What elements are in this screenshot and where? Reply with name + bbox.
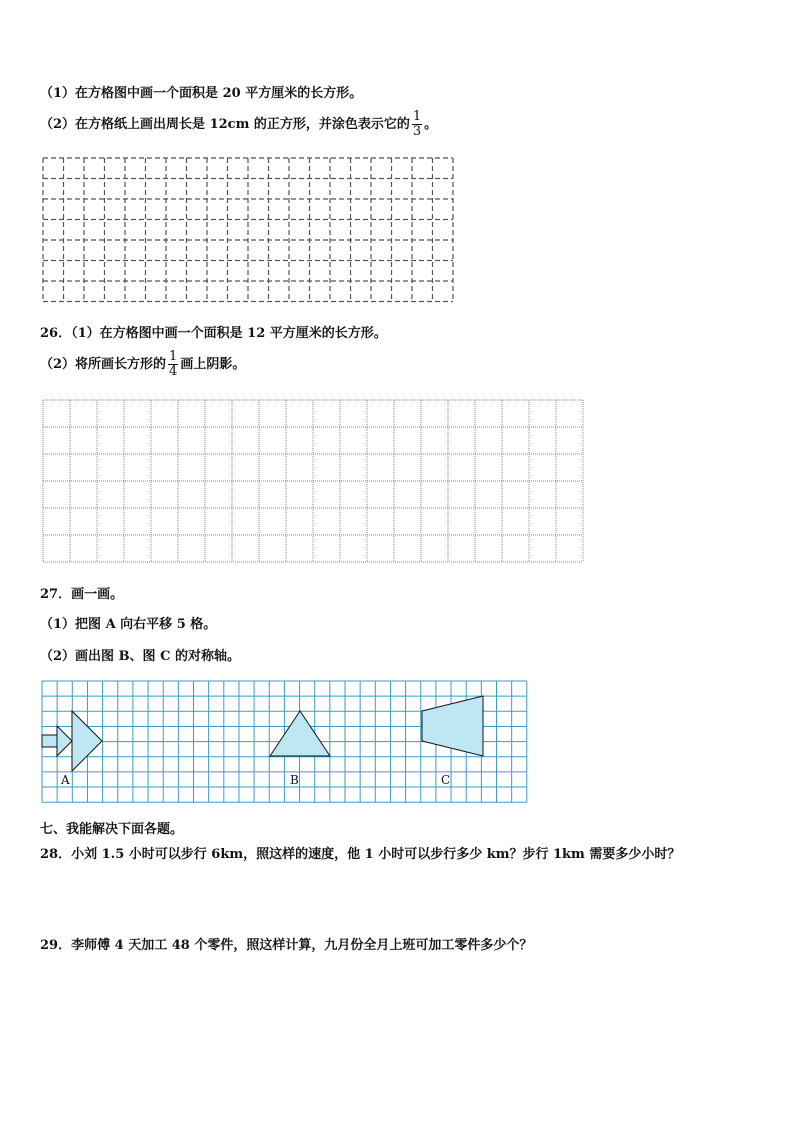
q27-title: 27．画一画。 (40, 587, 124, 602)
q26-line2-end: 画上阴影。 (180, 357, 246, 372)
q26-line2-text: （2）将所画长方形的 (40, 357, 167, 372)
q25-part2-text: （2）在方格纸上画出周长是 12cm 的正方形，并涂色表示它的 (40, 117, 410, 132)
q27-part2: （2）画出图 B、图 C 的对称轴。 (40, 649, 240, 664)
q25-part1: （1）在方格图中画一个面积是 20 平方厘米的长方形。 (40, 86, 363, 101)
q26-line2 (40, 350, 245, 379)
fraction-numerator: 1 (169, 349, 178, 364)
label-a: A (61, 773, 70, 787)
section7-title: 七、我能解决下面各题。 (40, 822, 184, 837)
fraction-denominator: 3 (412, 124, 422, 139)
q29-text: 29．李师傅 4 天加工 48 个零件，照这样计算，九月份全月上班可加工零件多少个？ (40, 938, 533, 953)
fraction-numerator: 1 (412, 109, 422, 124)
figure-c (422, 696, 483, 756)
q25-part2-end: 。 (424, 117, 438, 132)
fraction-denominator: 4 (169, 364, 178, 379)
label-c: C (441, 773, 451, 787)
solid-grid[interactable] (43, 400, 583, 562)
q28-text: 28．小刘 1.5 小时可以步行 6km，照这样的速度，他 1 小时可以步行多少 km？步行 1km 需要多少小时？ (40, 847, 681, 862)
figure-b (270, 711, 330, 756)
label-b: B (290, 773, 299, 787)
figure-a (42, 711, 102, 771)
q27-part1: （1）把图 A 向右平移 5 格。 (40, 617, 217, 632)
dashed-grid[interactable] (43, 158, 453, 302)
q26-line1: 26．（1）在方格图中画一个面积是 12 平方厘米的长方形。 (40, 326, 387, 341)
fraction-one-quarter (168, 350, 178, 379)
